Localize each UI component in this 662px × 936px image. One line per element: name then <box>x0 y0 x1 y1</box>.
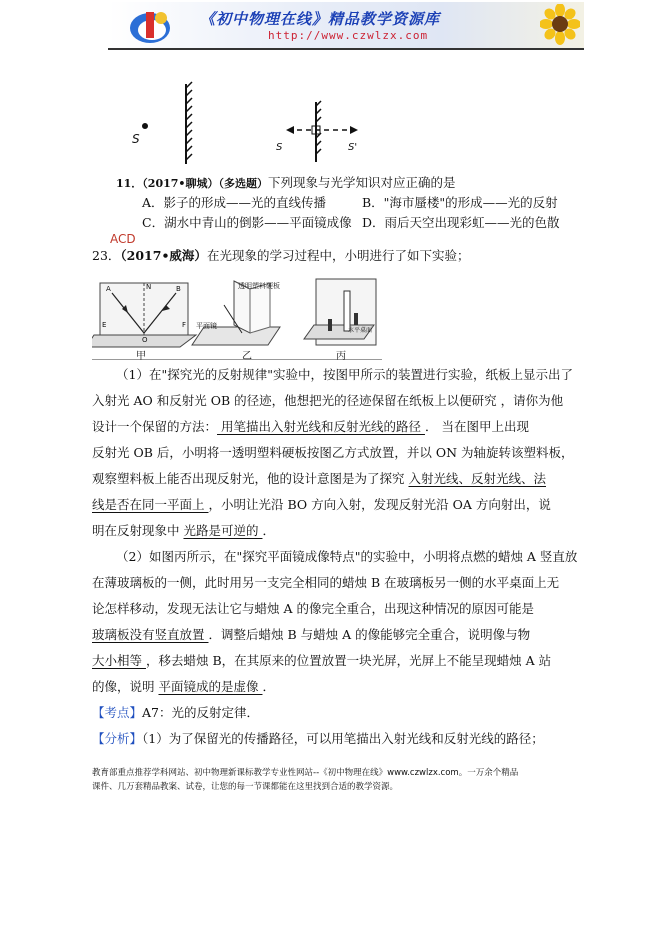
fig-label-a: A <box>106 285 111 293</box>
q11-stem-text: 下列现象与光学知识对应正确的是 <box>267 175 456 190</box>
kaodian-tag: 【考点】 <box>92 705 143 720</box>
fig-label-b: B <box>176 285 181 293</box>
q23-p2-line1: （2）如图丙所示，在"探究平面镜成像特点"的实验中，小明将点燃的蜡烛 A 竖直放 <box>116 549 578 564</box>
answer-equal-size: 大小相等 <box>92 653 146 668</box>
answer-trace-path: 用笔描出入射光线和反射光线的路径 <box>217 419 425 434</box>
fig-label-bing: 丙 <box>336 351 346 362</box>
q23-p2-line3: 论怎样移动，发现无法让它与蜡烛 A 的像完全重合，出现这种情况的原因可能是 <box>92 601 534 616</box>
fig-label-e: E <box>102 321 107 329</box>
fenxi-tag: 【分析】 <box>92 731 143 746</box>
footer-line1: 教育部重点推荐学科网站、初中物理新课标教学专业性网站--《初中物理在线》www.czwlzx.com。一万余个精品 <box>92 768 519 778</box>
sunflower-icon <box>540 4 580 46</box>
q23-p1-line3 <box>92 414 529 440</box>
fenxi-text: （1）为了保留光的传播路径，可以用笔描出入射光线和反射光线的路径； <box>142 731 544 746</box>
q23-p1-l7a: 明在反射现象中 <box>92 523 184 538</box>
q11-option-c: C．湖水中青山的倒影——平面镜成像 <box>142 215 352 230</box>
fig-label-jia: 甲 <box>136 351 146 362</box>
q11-option-d: D．雨后天空出现彩虹——光的色散 <box>362 215 560 230</box>
q23-p2-line5 <box>92 648 551 674</box>
fig-label-f: F <box>182 321 187 329</box>
q23-p1-l3a: 设计一个保留的方法： <box>92 419 218 434</box>
q23-p1-l7c: ． <box>262 523 275 538</box>
answer-same-plane-part1: 入射光线、反射光线、法 <box>408 471 546 486</box>
q23-p2-line6 <box>92 674 275 700</box>
fig-label-board: 透明塑料硬板 <box>238 282 280 290</box>
q23-p1-l3c: ． 当在图甲上出现 <box>424 419 529 434</box>
header-title: 《初中物理在线》精品教学资源库 <box>200 10 441 28</box>
q23-kaodian <box>92 700 259 726</box>
q23-p2-line4 <box>92 622 530 648</box>
fig-label-mirror: 平面镜 <box>196 322 217 330</box>
q23-p2-l6c: ． <box>262 679 275 694</box>
answer-reversible: 光路是可逆的 <box>183 523 263 538</box>
label-s-object: S <box>276 142 283 153</box>
answer-virtual-image: 平面镜成的是虚像 <box>158 679 263 694</box>
label-s: S <box>132 132 140 146</box>
site-logo-icon <box>128 6 174 46</box>
q23-fenxi <box>92 726 544 752</box>
header-banner <box>108 2 584 50</box>
q23-p1-l5a: 观察塑料板上能否出现反射光，他的设计意图是为了探究 <box>92 471 409 486</box>
q23-p1-l6b: ，小明让光沿 BO 方向入射，发现反射光沿 OA 方向射出，说 <box>208 497 551 512</box>
q23-p1-line5 <box>92 466 546 492</box>
fig-label-n: N <box>146 283 152 291</box>
q23-number: 23． <box>92 248 121 263</box>
q23-p1-line4: 反射光 OB 后，小明将一透明塑料硬板按图乙方式放置，并以 ON 为轴旋转该塑料板， <box>92 445 574 460</box>
footer-line2: 课件、几万套精品教案、试卷，让您的每一节课都能在这里找到合适的教学资源。 <box>92 782 399 792</box>
fig-label-o: O <box>142 336 148 344</box>
answer-same-plane-part2: 线是否在同一平面上 <box>92 497 209 512</box>
q11-option-a: A．影子的形成——光的直线传播 <box>142 195 327 210</box>
q23-p2-l5b: ，移去蜡烛 B，在其原来的位置放置一块光屏，光屏上不能呈现蜡烛 A 站 <box>145 653 552 668</box>
answer-not-vertical: 玻璃板没有竖直放置 <box>92 627 209 642</box>
q23-source: （2017•威海） <box>120 248 207 263</box>
figure-image-source <box>272 98 368 164</box>
q11-answer: ACD <box>110 232 136 246</box>
figure-bing-diagram <box>304 279 376 345</box>
q23-p1-line7 <box>92 518 275 544</box>
q23-p1-line2: 入射光 AO 和反射光 OB 的径迹，他想把光的径迹保留在纸板上以便研究 ，请你为他 <box>92 393 564 408</box>
q23-stem: 在光现象的学习过程中，小明进行了如下实验； <box>206 248 470 263</box>
q23-p2-l4b: ．调整后蜡烛 B 与蜡烛 A 的像能够完全重合，说明像与物 <box>208 627 531 642</box>
fig-label-table: 水平桌面 <box>348 327 373 334</box>
figure-point-source <box>118 80 208 168</box>
q11-option-b: B．"海市蜃楼"的形成——光的反射 <box>362 195 558 210</box>
q23-p2-l6a: 的像，说明 <box>92 679 159 694</box>
kaodian-text: A7：光的反射定律． <box>142 705 259 720</box>
fig-label-yi: 乙 <box>242 351 252 362</box>
label-s-image: S' <box>348 142 358 153</box>
q23-p1-line6 <box>92 492 551 518</box>
q23-p1-line1: （1）在"探究光的反射规律"实验中，按图甲所示的装置进行实验，纸板上显示出了 <box>116 367 573 382</box>
q11-prefix: 11．（2017•聊城）（多选题） <box>116 177 268 190</box>
q23-heading <box>92 243 469 269</box>
q23-figure <box>92 275 382 360</box>
header-url[interactable]: http://www.czwlzx.com <box>268 29 429 42</box>
q23-p2-line2: 在薄玻璃板的一侧，此时用另一支完全相同的蜡烛 B 在玻璃板另一侧的水平桌面上无 <box>92 575 560 590</box>
